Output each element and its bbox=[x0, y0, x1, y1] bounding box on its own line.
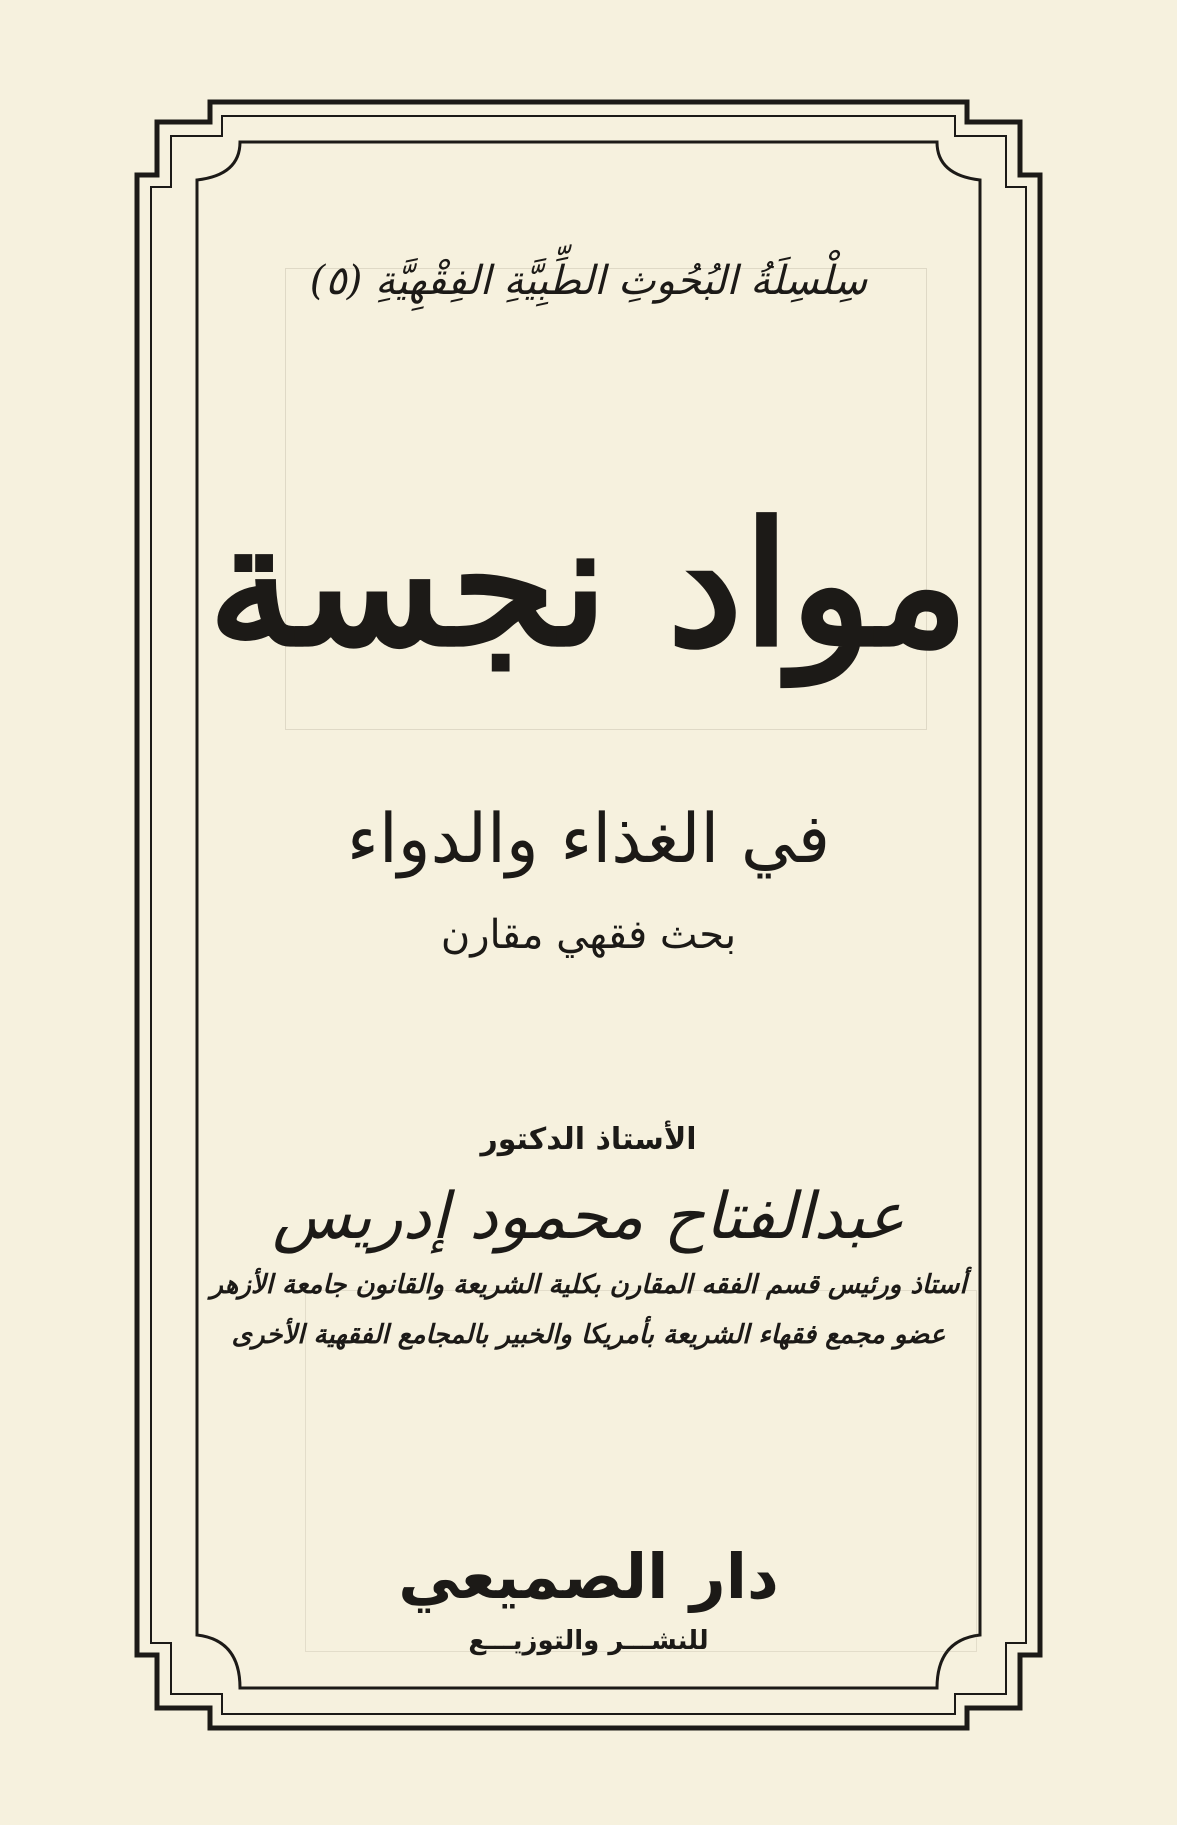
author-name: عبدالفتاح محمود إدريس bbox=[272, 1180, 905, 1254]
book-tagline: بحث فقهي مقارن bbox=[440, 912, 737, 958]
author-honorific: الأستاذ الدكتور bbox=[480, 1122, 697, 1157]
author-membership: عضو مجمع فقهاء الشريعة بأمريكا والخبير بالمجامع الفقهية الأخرى bbox=[231, 1320, 946, 1350]
series-title: سِلْسِلَةُ البُحُوثِ الطِّبِيَّةِ الفِقْهِيَّةِ (٥) bbox=[309, 258, 868, 304]
book-subtitle: في الغذاء والدواء bbox=[346, 800, 831, 879]
book-title: مواد نجسة bbox=[208, 485, 969, 685]
author-affiliation: أستاذ ورئيس قسم الفقه المقارن بكلية الشريعة والقانون جامعة الأزهر bbox=[210, 1270, 967, 1300]
publisher-subtitle: للنشـــر والتوزيـــع bbox=[468, 1626, 709, 1656]
publisher-logo: دار الصميعي bbox=[398, 1540, 779, 1613]
